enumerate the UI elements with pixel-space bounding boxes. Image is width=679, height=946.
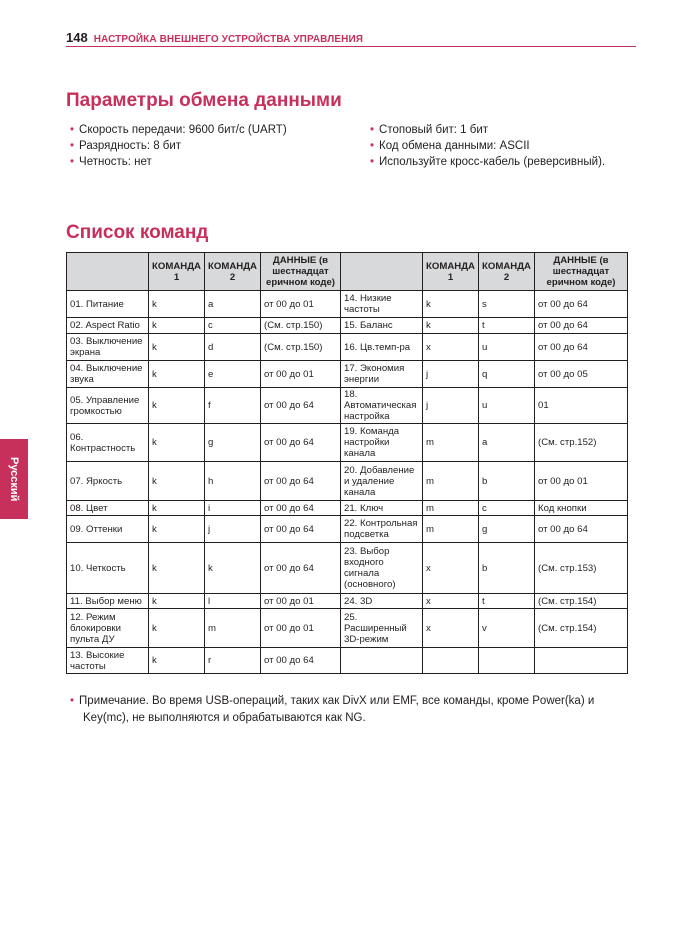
column-header: ДАННЫЕ (в шестнадцат еричном коде): [261, 253, 341, 291]
table-cell: m: [423, 501, 479, 516]
table-cell: b: [479, 543, 535, 594]
table-cell: q: [479, 361, 535, 388]
list-item: • Код обмена данными: ASCII: [370, 140, 530, 152]
table-cell: c: [479, 501, 535, 516]
table-cell: от 00 до 05: [535, 361, 628, 388]
table-cell: от 00 до 01: [261, 361, 341, 388]
table-cell: g: [479, 516, 535, 543]
table-cell: от 00 до 64: [261, 388, 341, 424]
table-cell: k: [149, 361, 205, 388]
list-item: • Стоповый бит: 1 бит: [370, 124, 489, 136]
table-cell: 18. Автоматическая настройка: [341, 388, 423, 424]
table-cell: f: [205, 388, 261, 424]
usb-note: • Примечание. Во время USB-операций, таких как DivX или EMF, все команды, кроме Power(ka) и Key(mc), не выполняются и обрабатываются как NG.: [70, 693, 630, 727]
table-cell: от 00 до 64: [535, 516, 628, 543]
table-cell: k: [149, 648, 205, 674]
table-cell: 10. Четкость: [67, 543, 149, 594]
table-cell: (См. стр.154): [535, 594, 628, 609]
table-cell: b: [479, 462, 535, 501]
note-line-2: Key(mc), не выполняются и обрабатываются как NG.: [83, 712, 366, 724]
table-cell: x: [423, 334, 479, 361]
table-cell: Код кнопки: [535, 501, 628, 516]
table-cell: 21. Ключ: [341, 501, 423, 516]
column-header: ДАННЫЕ (в шестнадцат еричном коде): [535, 253, 628, 291]
table-cell: (См. стр.150): [261, 334, 341, 361]
page-header: [66, 30, 636, 47]
table-cell: a: [205, 291, 261, 318]
table-cell: m: [205, 609, 261, 648]
table-row: [67, 516, 628, 543]
table-cell: h: [205, 462, 261, 501]
table-cell: 04. Выключение звука: [67, 361, 149, 388]
table-cell: k: [149, 516, 205, 543]
table-row: [67, 609, 628, 648]
table-cell: 17. Экономия энергии: [341, 361, 423, 388]
language-side-tab: [0, 439, 28, 519]
table-cell: 13. Высокие частоты: [67, 648, 149, 674]
table-cell: k: [149, 543, 205, 594]
table-cell: x: [423, 609, 479, 648]
table-cell: k: [149, 424, 205, 462]
table-cell: (См. стр.153): [535, 543, 628, 594]
table-row: [67, 388, 628, 424]
column-header: [341, 253, 423, 291]
table-cell: x: [423, 543, 479, 594]
table-cell: от 00 до 64: [261, 648, 341, 674]
table-header-row: [67, 253, 628, 291]
column-header: КОМАНДА 1: [423, 253, 479, 291]
table-cell: j: [423, 361, 479, 388]
table-cell: 24. 3D: [341, 594, 423, 609]
table-cell: 15. Баланс: [341, 318, 423, 334]
column-header: КОМАНДА 2: [479, 253, 535, 291]
table-cell: от 00 до 01: [261, 609, 341, 648]
table-cell: от 00 до 01: [261, 291, 341, 318]
table-row: [67, 424, 628, 462]
column-header: КОМАНДА 1: [149, 253, 205, 291]
table-cell: [535, 648, 628, 674]
table-cell: от 00 до 01: [535, 462, 628, 501]
table-row: [67, 543, 628, 594]
running-title: НАСТРОЙКА ВНЕШНЕГО УСТРОЙСТВА УПРАВЛЕНИЯ: [93, 34, 364, 45]
section-title-commands: Список команд: [66, 222, 209, 243]
params-left-column: [70, 124, 370, 172]
page-number: 148: [66, 30, 88, 45]
table-row: [67, 334, 628, 361]
table-cell: m: [423, 516, 479, 543]
table-cell: m: [423, 424, 479, 462]
table-cell: j: [205, 516, 261, 543]
table-cell: l: [205, 594, 261, 609]
table-cell: от 00 до 01: [261, 594, 341, 609]
table-cell: u: [479, 334, 535, 361]
table-cell: k: [149, 318, 205, 334]
table-cell: v: [479, 609, 535, 648]
table-cell: 20. Добавление и удаление канала: [341, 462, 423, 501]
side-tab-label: Русский: [8, 456, 20, 502]
table-row: [67, 648, 628, 674]
table-cell: [341, 648, 423, 674]
table-cell: t: [479, 594, 535, 609]
table-cell: c: [205, 318, 261, 334]
table-cell: 16. Цв.темп-ра: [341, 334, 423, 361]
table-cell: [423, 648, 479, 674]
table-cell: 02. Aspect Ratio: [67, 318, 149, 334]
table-cell: 06. Контрастность: [67, 424, 149, 462]
params-right-column: [370, 124, 605, 172]
table-cell: m: [423, 462, 479, 501]
command-table: [66, 252, 628, 674]
list-item: • Четность: нет: [70, 156, 152, 168]
table-cell: от 00 до 64: [261, 424, 341, 462]
table-cell: k: [149, 501, 205, 516]
table-cell: 11. Выбор меню: [67, 594, 149, 609]
table-cell: от 00 до 64: [261, 543, 341, 594]
section-title-params: Параметры обмена данными: [66, 90, 342, 111]
table-cell: k: [149, 291, 205, 318]
table-cell: 05. Управление громкостью: [67, 388, 149, 424]
table-cell: u: [479, 388, 535, 424]
table-row: [67, 291, 628, 318]
table-cell: [479, 648, 535, 674]
table-cell: s: [479, 291, 535, 318]
table-cell: (См. стр.150): [261, 318, 341, 334]
table-cell: k: [423, 291, 479, 318]
table-cell: 03. Выключение экрана: [67, 334, 149, 361]
table-cell: k: [205, 543, 261, 594]
table-cell: k: [423, 318, 479, 334]
column-header: [67, 253, 149, 291]
table-row: [67, 501, 628, 516]
table-cell: 22. Контрольная подсветка: [341, 516, 423, 543]
table-cell: k: [149, 609, 205, 648]
table-cell: от 00 до 64: [261, 501, 341, 516]
table-cell: 01: [535, 388, 628, 424]
table-row: [67, 361, 628, 388]
table-cell: от 00 до 64: [535, 291, 628, 318]
params-list: [70, 124, 630, 172]
column-header: КОМАНДА 2: [205, 253, 261, 291]
table-cell: от 00 до 64: [261, 462, 341, 501]
table-cell: от 00 до 64: [261, 516, 341, 543]
table-cell: d: [205, 334, 261, 361]
table-cell: i: [205, 501, 261, 516]
table-cell: 07. Яркость: [67, 462, 149, 501]
table-cell: k: [149, 462, 205, 501]
table-row: [67, 594, 628, 609]
list-item: • Разрядность: 8 бит: [70, 140, 182, 152]
table-cell: j: [423, 388, 479, 424]
note-line-1: Примечание. Во время USB-операций, таких как DivX или EMF, все команды, кроме Power(ka) и: [79, 695, 595, 707]
table-cell: 19. Команда настройки канала: [341, 424, 423, 462]
table-cell: от 00 до 64: [535, 334, 628, 361]
table-cell: 14. Низкие частоты: [341, 291, 423, 318]
table-row: [67, 462, 628, 501]
table-cell: 08. Цвет: [67, 501, 149, 516]
table-cell: k: [149, 388, 205, 424]
table-cell: k: [149, 594, 205, 609]
table-cell: x: [423, 594, 479, 609]
list-item: • Скорость передачи: 9600 бит/с (UART): [70, 124, 287, 136]
table-cell: e: [205, 361, 261, 388]
table-cell: t: [479, 318, 535, 334]
table-cell: 09. Оттенки: [67, 516, 149, 543]
table-cell: a: [479, 424, 535, 462]
table-cell: (См. стр.152): [535, 424, 628, 462]
table-cell: k: [149, 334, 205, 361]
table-cell: (См. стр.154): [535, 609, 628, 648]
list-item: • Используйте кросс-кабель (реверсивный).: [370, 156, 606, 168]
table-cell: 25. Расширенный 3D-режим: [341, 609, 423, 648]
table-cell: 23. Выбор входного сигнала (основного): [341, 543, 423, 594]
table-cell: g: [205, 424, 261, 462]
table-cell: от 00 до 64: [535, 318, 628, 334]
table-cell: 12. Режим блокировки пульта ДУ: [67, 609, 149, 648]
table-cell: r: [205, 648, 261, 674]
table-row: [67, 318, 628, 334]
table-cell: 01. Питание: [67, 291, 149, 318]
